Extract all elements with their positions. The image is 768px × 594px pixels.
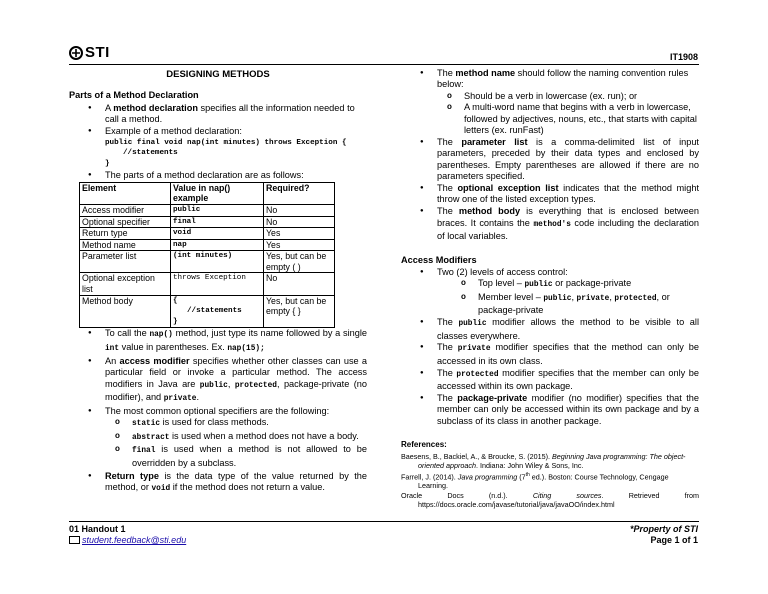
book-title: Beginning Java programming: The object-oriented approach (418, 451, 686, 470)
list-item (69, 126, 367, 169)
table-cell: Yes, but can be empty ( ) (264, 251, 335, 273)
text: Oracle Docs (n.d.). (401, 491, 533, 501)
text: if the method does not return a value. (170, 482, 325, 493)
document-id: IT1908 (669, 52, 698, 62)
text: modifier allows the method to be visible to all classes everywhere. (437, 317, 699, 341)
table-cell: Yes, but can be empty { } (264, 295, 335, 328)
code-line: //statements (123, 149, 178, 158)
list-item (401, 317, 699, 342)
page-number: Page 1 of 1 (650, 535, 698, 545)
text: is everything that is enclosed between braces. It contains the (437, 206, 699, 228)
text: is used when a method does not have a body. (169, 430, 359, 441)
text: specifies all the information needed to call a method. (105, 102, 355, 125)
feedback-email-row (69, 535, 186, 546)
text: Two (2) levels of access control: (437, 267, 568, 277)
table-cell: Return type (80, 228, 171, 240)
text: . Indiana: John Wiley & Sons, Inc. (475, 460, 584, 470)
text: The (437, 342, 458, 353)
table-cell: Yes (264, 239, 335, 251)
code-example (105, 138, 367, 170)
list-item (401, 137, 699, 183)
references-heading: References: (401, 440, 447, 450)
left-column (69, 68, 367, 496)
parts-list (69, 103, 367, 181)
code: static (132, 420, 161, 429)
term: optional exception list (457, 183, 559, 194)
levels-sublist (451, 278, 699, 316)
code: private (457, 345, 491, 354)
code-line: //statements (187, 307, 242, 316)
text: The (437, 393, 458, 404)
sublist-item: o Should be a verb in lowercase (ex. run); or (437, 91, 699, 102)
text: is used for class methods. (160, 417, 269, 428)
list-item (69, 103, 367, 126)
text: , (227, 378, 235, 389)
list-item (69, 170, 367, 181)
text: , (571, 291, 577, 302)
text: is a comma-delimited list of input parameters, preceded by their data types and enclosed by parentheses. Empty parentheses are allowed if there are no parameters specified. (437, 136, 699, 182)
sublist-item (451, 278, 699, 291)
table-cell: No (264, 216, 335, 228)
text: Baesens, B., Backiel, A., & Broucke, S. (2015). (401, 451, 553, 461)
text: A (105, 102, 114, 113)
code-line: } (105, 159, 110, 168)
code: nap() (149, 331, 173, 340)
text: specifies whether other classes can use a particular field or invoke a particular method. The access modifiers in Java are (105, 355, 367, 389)
text: . (196, 391, 200, 402)
table-cell: Method body (80, 295, 171, 328)
table-cell: No (264, 273, 335, 295)
text: method, just type its name followed by a single (172, 328, 367, 339)
table-cell: Optional specifier (80, 216, 171, 228)
text: is used when a method is not allowed to be overridden by a subclass. (132, 444, 367, 468)
text: code including the declaration of local variables. (437, 217, 699, 242)
specifier-sublist (105, 417, 367, 469)
code: protected (456, 370, 499, 379)
list-item (401, 68, 699, 136)
text: , (609, 291, 615, 302)
table-cell: public (171, 204, 264, 216)
table-row (80, 228, 335, 240)
text: indicates that the method might throw one of the listed exception types. (437, 183, 699, 205)
text: The (437, 136, 462, 147)
sublist-item (451, 292, 699, 317)
superscript: th (525, 471, 530, 478)
access-list (401, 267, 699, 427)
list-item (69, 471, 367, 496)
handout-label: 01 Handout 1 (69, 524, 126, 534)
list-item (401, 206, 699, 242)
text: Example of a method declaration: (105, 126, 242, 137)
code: protected (234, 381, 277, 390)
text: The parts of a method declaration are as follows: (105, 169, 304, 180)
right-column (401, 68, 699, 509)
text: The most common optional specifiers are the following: (105, 405, 330, 416)
code-line: public final void nap(int minutes) throws Exception { (105, 138, 347, 147)
text: . Retrieved from https://docs.oracle.com/javase/tutorial/java/javaOO/index.html (418, 491, 699, 510)
code: public (458, 320, 487, 329)
list-item (401, 267, 699, 317)
text: should follow the naming convention rules below: (437, 68, 689, 90)
code-line: { (173, 296, 178, 305)
table-cell-body (171, 295, 264, 328)
code: int (105, 344, 120, 353)
term: method body (458, 206, 521, 217)
list-item (69, 406, 367, 469)
table-cell: Access modifier (80, 204, 171, 216)
book-title: Java programming (457, 472, 518, 482)
table-cell: No (264, 204, 335, 216)
table-cell: Parameter list (80, 251, 171, 273)
sublist-item (105, 444, 367, 469)
table-cell: (int minutes) (171, 251, 264, 273)
section-heading-parts: Parts of a Method Declaration (69, 90, 199, 101)
list-item (69, 328, 367, 355)
table-row (80, 216, 335, 228)
table-cell: void (171, 228, 264, 240)
text: ed.). Boston: Course Technology, Cengage Learning. (418, 472, 669, 491)
modifier-list (69, 328, 367, 495)
term: method declaration (113, 102, 198, 113)
source-title: Citing sources (532, 491, 602, 501)
declaration-details-list (401, 68, 699, 243)
list-item (401, 183, 699, 206)
table-row (80, 295, 335, 328)
text: , or package-private (478, 291, 670, 316)
footer-left (69, 524, 186, 546)
sti-logo (69, 44, 110, 61)
page-title: DESIGNING METHODS (166, 69, 270, 80)
text: modifier specifies that the member can only be accessed within its own package. (437, 367, 699, 392)
table-header-row (80, 182, 335, 204)
table-row (80, 273, 335, 295)
sublist-item (105, 417, 367, 430)
sublist-item: o A multi-word name that begins with a verb in lowercase, followed by adjectives, nouns, etc., that starts with capital letters (ex. runFast) (437, 102, 699, 136)
table-cell: Optional exception list (80, 273, 171, 295)
code: abstract (132, 433, 170, 442)
text: The (437, 68, 456, 78)
code-line: } (173, 317, 178, 326)
code: public (199, 381, 228, 390)
table-cell: nap (171, 239, 264, 251)
column-header: Element (80, 182, 171, 204)
column-header: Required? (264, 182, 335, 204)
sti-logo-icon (69, 46, 83, 60)
section-heading-access: Access Modifiers (401, 254, 477, 265)
list-item (401, 368, 699, 393)
feedback-email-link[interactable]: student.feedback@sti.edu (82, 535, 187, 545)
text: An (105, 355, 120, 366)
list-item (69, 356, 367, 406)
code: nap(15); (227, 344, 265, 353)
text: (7 (517, 472, 526, 482)
text: modifier specifies that the method can only be accessed in its own class. (437, 342, 699, 366)
text: The (437, 317, 459, 328)
text: Member level – (478, 291, 544, 302)
term: parameter list (461, 136, 528, 147)
table-row (80, 204, 335, 216)
term: access modifier (119, 355, 190, 366)
table-cell: Method name (80, 239, 171, 251)
text: modifier (no modifier) specifies that the member can only be accessed within its own package and by a subclass of its class in another package. (437, 393, 699, 426)
code: public (543, 294, 572, 303)
code: void (151, 485, 171, 494)
text: The (437, 367, 457, 378)
code: final (132, 447, 156, 456)
code: protected (614, 294, 657, 303)
text: The (437, 206, 459, 217)
table-cell: final (171, 216, 264, 228)
list-item (401, 342, 699, 367)
code: method's (533, 220, 571, 229)
naming-sublist (437, 91, 699, 137)
code: private (576, 294, 610, 303)
reference-entry (401, 452, 699, 470)
table-cell: Yes (264, 228, 335, 240)
footer-rule (69, 521, 699, 522)
mail-icon (69, 536, 80, 544)
text: Farrell, J. (2014). (401, 472, 458, 482)
declaration-parts-table (79, 182, 335, 329)
list-item (401, 393, 699, 427)
text: Top level – (478, 278, 525, 289)
logo-text: STI (85, 44, 110, 61)
text: or package-private (552, 278, 632, 289)
text: The (437, 183, 458, 194)
property-label: *Property of STI (629, 524, 698, 534)
text: value in parentheses. Ex. (119, 341, 228, 352)
term: package-private (457, 393, 528, 404)
sublist-item (105, 431, 367, 444)
table-row (80, 251, 335, 273)
reference-entry (401, 471, 699, 490)
table-row (80, 239, 335, 251)
text: To call the (105, 328, 150, 339)
text: is the data type of the value returned by the method, or (105, 470, 367, 493)
table-cell: throws Exception (171, 273, 264, 295)
header-rule (69, 64, 699, 65)
text: , package-private (no modifier), and (105, 378, 368, 402)
code: public (524, 281, 553, 290)
code: private (163, 394, 197, 403)
term: method name (455, 68, 516, 78)
column-header: Value in nap() example (171, 182, 264, 204)
footer-right (630, 524, 698, 546)
term: Return type (105, 470, 159, 481)
reference-entry (401, 491, 699, 509)
